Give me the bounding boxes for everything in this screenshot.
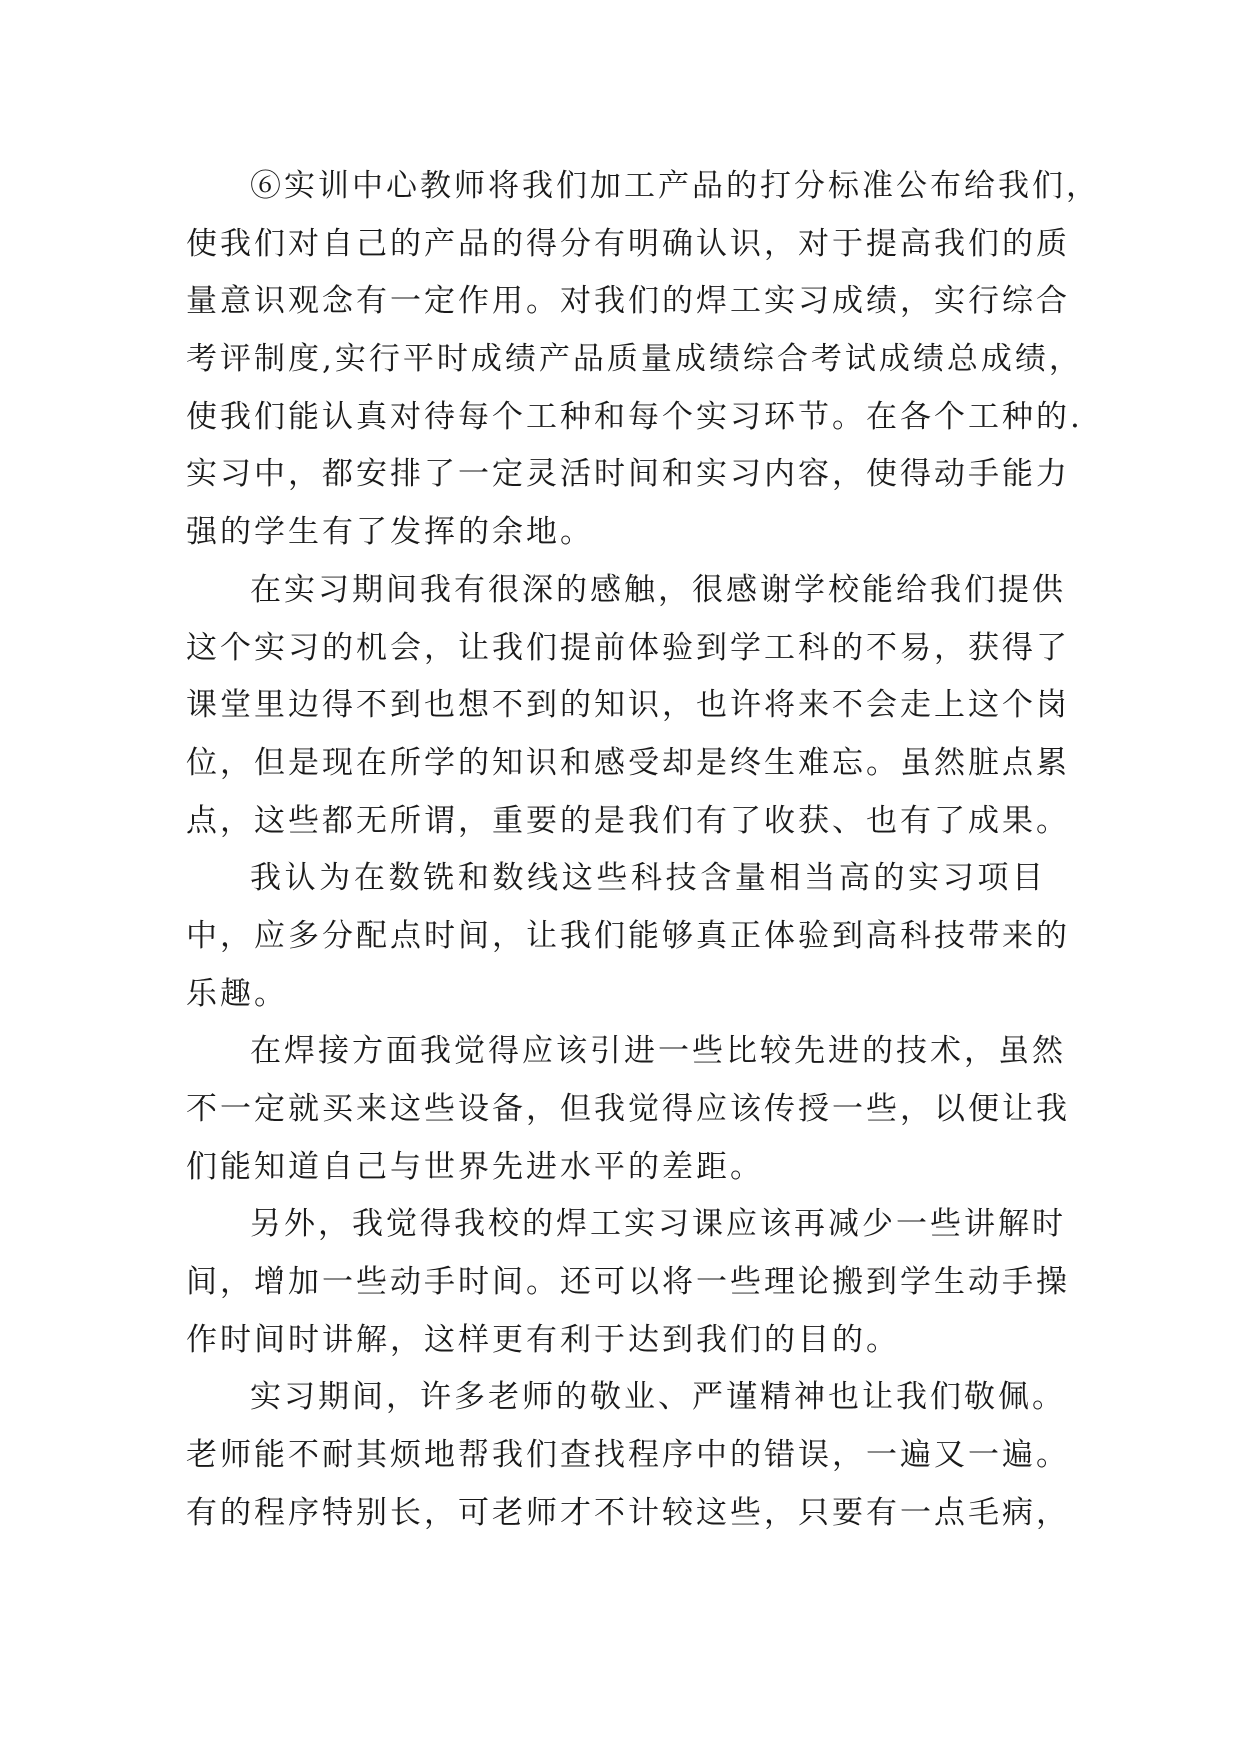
paragraph-5-line-3: 作时间时讲解，这样更有利于达到我们的目的。 <box>186 1321 900 1358</box>
paragraph-4-line-2: 不一定就买来这些设备，但我觉得应该传授一些，以便让我 <box>186 1091 1070 1127</box>
paragraph-3-line-2: 中，应多分配点时间，让我们能够真正体验到高科技带来的 <box>186 917 1070 954</box>
paragraph-1-line-5: 使我们能认真对待每个工种和每个实习环节。在各个工种的. <box>186 398 1083 435</box>
paragraph-5-line-1: 另外，我觉得我校的焊工实习课应该再减少一些讲解时 <box>250 1206 1066 1243</box>
body-text <box>186 158 1100 1543</box>
paragraph-2-line-3: 课堂里边得不到也想不到的知识，也许将来不会走上这个岗 <box>186 687 1070 724</box>
paragraph-4-line-3: 们能知道自己与世界先进水平的差距。 <box>186 1148 764 1185</box>
paragraph-5-line-2: 间，增加一些动手时间。还可以将一些理论搬到学生动手操 <box>186 1264 1070 1301</box>
paragraph-3-line-1: 我认为在数铣和数线这些科技含量相当高的实习项目 <box>250 860 1046 897</box>
paragraph-2-line-1: 在实习期间我有很深的感触，很感谢学校能给我们提供 <box>250 571 1066 608</box>
paragraph-1-line-2: 使我们对自己的产品的得分有明确认识，对于提高我们的质 <box>186 225 1070 262</box>
paragraph-2-line-4: 位，但是现在所学的知识和感受却是终生难忘。虽然脏点累 <box>186 744 1070 781</box>
paragraph-3-line-3: 乐趣。 <box>186 975 288 1012</box>
paragraph-2-line-5: 点，这些都无所谓，重要的是我们有了收获、也有了成果。 <box>186 802 1070 839</box>
paragraph-2-line-2: 这个实习的机会，让我们提前体验到学工科的不易，获得了 <box>186 629 1070 666</box>
paragraph-1-line-3: 量意识观念有一定作用。对我们的焊工实习成绩，实行综合 <box>186 283 1070 320</box>
paragraph-1-line-4: 考评制度,实行平时成绩产品质量成绩综合考试成绩总成绩， <box>186 341 1083 378</box>
paragraph-6-line-2: 老师能不耐其烦地帮我们查找程序中的错误，一遍又一遍。 <box>186 1437 1070 1474</box>
paragraph-6-line-3: 有的程序特别长，可老师才不计较这些，只要有一点毛病， <box>186 1494 1070 1531</box>
paragraph-1-line-6: 实习中，都安排了一定灵活时间和实习内容，使得动手能力 <box>186 456 1070 493</box>
paragraph-1-line-7: 强的学生有了发挥的余地。 <box>186 514 594 551</box>
paragraph-1-line-1: ⑥实训中心教师将我们加工产品的打分标准公布给我们， <box>250 168 1100 204</box>
paragraph-4-line-1: 在焊接方面我觉得应该引进一些比较先进的技术，虽然 <box>250 1033 1066 1070</box>
paragraph-6-line-1: 实习期间，许多老师的敬业、严谨精神也让我们敬佩。 <box>250 1379 1066 1416</box>
